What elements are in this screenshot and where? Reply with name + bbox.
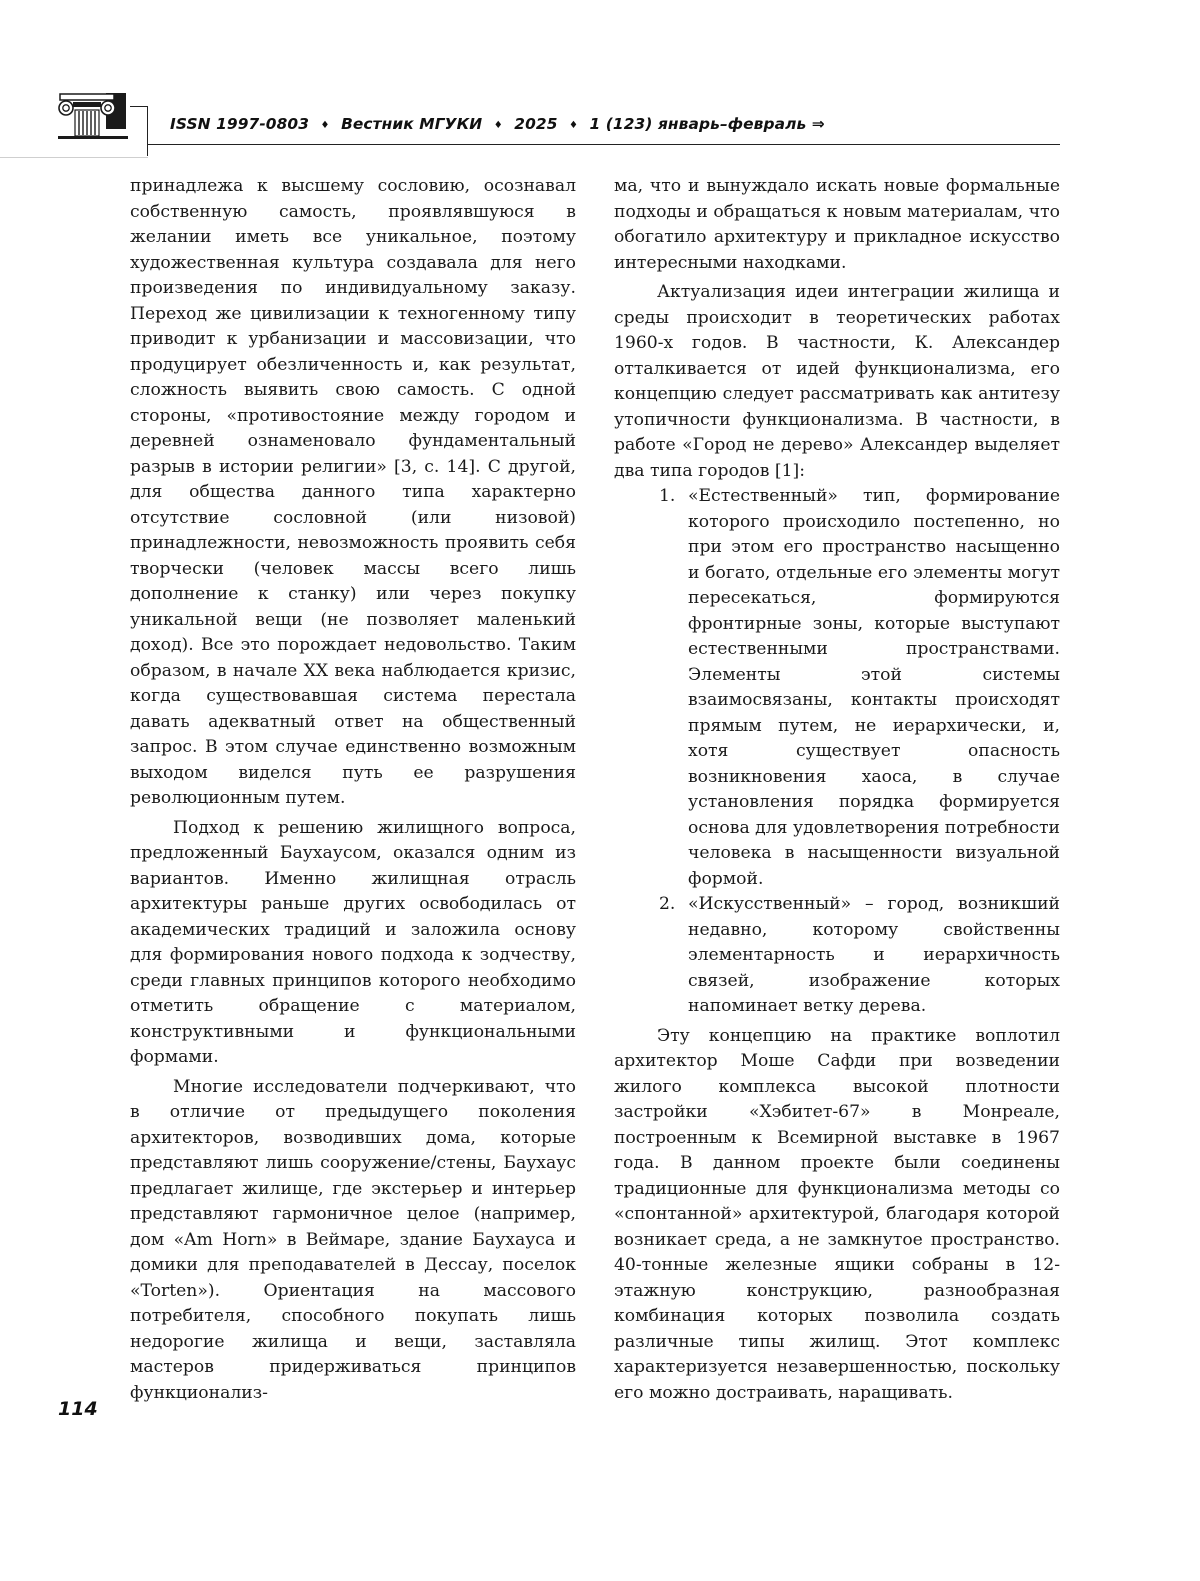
numbered-list: [614, 484, 1060, 1020]
paragraph: Эту концепцию на практике воплотил архитектор Моше Сафди при возведении жилого комплекса высокой плотности застройки «Хэбитет-67» в Монреале, построенным к Всемирной выставке в 1967 года. В данном проекте были соединены традиционные для функционализма методы со «спонтанной» архитектурой, благодаря которой возникает среда, а не замкнутое пространство. 40-тонные железные ящики собраны в 12-этажную конструкцию, разнообразная комбинация которых позволила создать различные типы жилищ. Этот комплекс характеризуется незавершенностью, поскольку его можно достраивать, наращивать.: [614, 1025, 1060, 1403]
left-column: [130, 174, 576, 1406]
logo-rule-horizontal: [0, 157, 148, 158]
list-number: 2.: [659, 894, 676, 914]
right-column: [614, 174, 1060, 1406]
page-number: 114: [58, 1398, 98, 1420]
list-item: [614, 484, 1060, 892]
separator-icon: ♦: [493, 120, 503, 131]
list-item-text: «Естественный» тип, формирование которого происходило постепенно, но при этом его пространство насыщенно и богато, отдельные его элементы могут пересекаться, формируются фронтирные зоны, которые выступают естественными пространствами. Элементы этой системы взаимосвязаны, контакты происходят прямым путем, не иерархически, и, хотя существует опасность возникновения хаоса, в случае установления порядка формируется основа для удовлетворения потребности человека в насыщенности визуальной формой.: [688, 486, 1060, 889]
year: 2025: [514, 115, 558, 133]
journal-title: Вестник МГУКИ: [341, 115, 483, 133]
header-rule: [148, 144, 1060, 145]
issn: ISSN 1997-0803: [170, 115, 310, 133]
list-item-text: «Искусственный» – город, возникший недавно, которому свойственны элементарность и иерархичность связей, изображение которых напоминает ветку дерева.: [688, 894, 1060, 1016]
paragraph: ма, что и вынуждало искать новые формальные подходы и обращаться к новым материалам, что обогатило архитектуру и прикладное искусство интересными находками.: [614, 176, 1060, 273]
logo-rule-vertical: [147, 106, 148, 156]
paragraph: Подход к решению жилищного вопроса, предложенный Баухаусом, оказался одним из вариантов. Именно жилищная отрасль архитектуры раньше других освободилась от академических традиций и заложила основу для формирования нового подхода к зодчеству, среди главных принципов которого необходимо отметить обращение с материалом, конструктивными и функциональными формами.: [130, 817, 576, 1067]
arrow-right-icon: ⇒: [811, 115, 825, 133]
logo-rule-top: [130, 106, 148, 107]
list-item: [614, 892, 1060, 1020]
separator-icon: ♦: [568, 120, 579, 131]
running-header: [170, 115, 825, 133]
paragraph: Актуализация идеи интеграции жилища и среды происходит в теоретических работах 1960-х годов. В частности, К. Александер отталкивается от идей функционализма, его концепцию следует рассматривать как антитезу утопичности функционализма. В частности, в работе «Город не дерево» Александер выделяет два типа городов [1]:: [614, 282, 1060, 481]
separator-icon: ♦: [320, 120, 330, 131]
list-number: 1.: [659, 486, 676, 506]
paragraph: Многие исследователи подчеркивают, что в отличие от предыдущего поколения архитекторов, возводивших дома, которые представляют лишь сооружение/стены, Баухаус предлагает жилище, где экстерьер и интерьер представляют гармоничное целое (например, дом «Am Horn» в Веймаре, здание Баухауса и домики для преподавателей в Дессау, поселок «Torten»). Ориентация на массового потребителя, способного покупать лишь недорогие жилища и вещи, заставляла мастеров придерживаться принципов функционализ-: [130, 1076, 576, 1403]
ionic-column-capital-icon: [58, 90, 128, 142]
issue: 1 (123) январь–февраль: [589, 115, 807, 133]
paragraph: принадлежа к высшему сословию, осознавал собственную самость, проявлявшуюся в желании иметь все уникальное, поэтому художественная культура создавала для него произведения по индивидуальному заказу. Переход же цивилизации к техногенному типу приводит к урбанизации и массовизации, что продуцирует обезличенность и, как результат, сложность выявить свою самость. С одной стороны, «противостояние между городом и деревней ознаменовало фундаментальный разрыв в истории религии» [3, с. 14]. С другой, для общества данного типа характерно отсутствие сословной (или низовой) принадлежности, невозможность проявить себя творчески (человек массы всего лишь дополнение к станку) или через покупку уникальной вещи (не позволяет маленький доход). Все это порождает недовольство. Таким образом, в начале XX века наблюдается кризис, когда существовавшая система перестала давать адекватный ответ на общественный запрос. В этом случае единственно возможным выходом виделся путь ее разрушения революционным путем.: [130, 176, 576, 808]
